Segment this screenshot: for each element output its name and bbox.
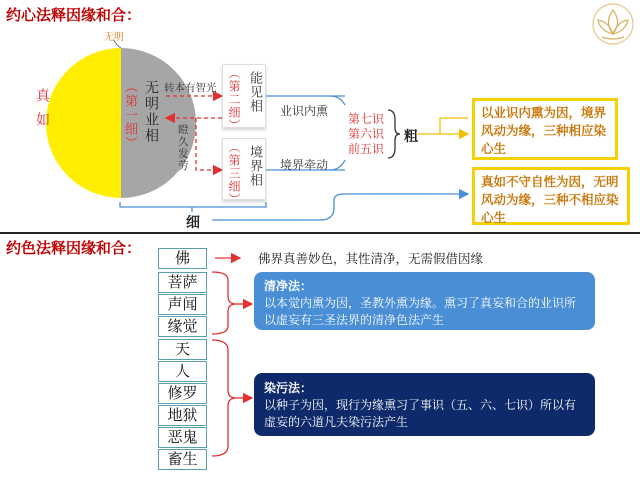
fajie-item-chusheng: 畜生 <box>158 449 207 470</box>
fajie-item-tian: 天 <box>158 339 207 360</box>
ranxin-box-1: 以业识内熏为因，境界风动为缘，三种相应染心生 <box>472 98 618 160</box>
wuming-yexiang-label: 无明业相 <box>143 80 159 144</box>
xi-1-label: （第一细） <box>122 80 137 150</box>
fajie-item-fo: 佛 <box>158 248 207 269</box>
jingjie-qiandong-label: 境界牵动 <box>280 158 329 172</box>
fajie-item-pusa: 菩萨 <box>158 272 207 293</box>
fo-desc: 佛界真善妙色，其性清净，无需假借因缘 <box>258 251 484 266</box>
qingjing-text: 以本觉内熏为因，圣教外熏为缘。熏习了真妄和合的业识所以虚妄有三圣法界的清净色法产生 <box>264 296 577 327</box>
wuming-top-label: 无明 <box>104 32 124 43</box>
zhenru-half <box>46 48 121 198</box>
nengjian-box <box>222 64 266 132</box>
fajie-item-xiuluo: 修罗 <box>158 383 207 404</box>
cu-label: 粗 <box>404 129 418 145</box>
fajie-item-diyu: 地狱 <box>158 405 207 426</box>
shi-7: 第七识 <box>348 112 385 126</box>
jingjie-box <box>222 138 266 206</box>
fajie-item-egui: 恶鬼 <box>158 427 207 448</box>
qingjing-box <box>254 272 595 330</box>
yeshi-label: 业识内熏 <box>280 104 329 118</box>
ranwu-text: 以种子为因，现行为缘熏习了事识（五、六、七识）所以有虚妄的六道凡夫染污法产生 <box>264 398 577 429</box>
shi-group <box>348 112 388 157</box>
ranxin-box-2: 真如不守自性为因，无明风动为缘，三种不相应染心生 <box>472 167 630 225</box>
ranwu-box <box>254 373 595 436</box>
fajie-item-yuanjue: 缘觉 <box>158 316 207 337</box>
yinjiu-label: 瞪久发劳 <box>178 124 189 172</box>
section-divider <box>0 232 640 234</box>
fajie-item-ren: 人 <box>158 361 207 382</box>
nengjian-label: 能见相 <box>247 71 262 113</box>
ranwu-title: 染污法： <box>264 381 313 395</box>
shi-5: 前五识 <box>348 142 385 156</box>
qingjing-title: 清净法： <box>264 279 313 293</box>
jingjie-label: 境界相 <box>247 145 262 187</box>
section2-title: 约色法释因缘和合： <box>6 239 142 257</box>
xi-3-label: （第三细） <box>227 141 241 206</box>
xi-bottom-label: 细 <box>186 215 200 231</box>
zhuanben-label: 转本有智光 <box>164 82 217 94</box>
shi-6: 第六识 <box>348 127 385 141</box>
xi-2-label: （第二细） <box>227 67 241 132</box>
fajie-item-shengwen: 声闻 <box>158 294 207 315</box>
zhenru-label: 真如 <box>34 88 50 136</box>
section1-title: 约心法释因缘和合： <box>6 6 142 24</box>
